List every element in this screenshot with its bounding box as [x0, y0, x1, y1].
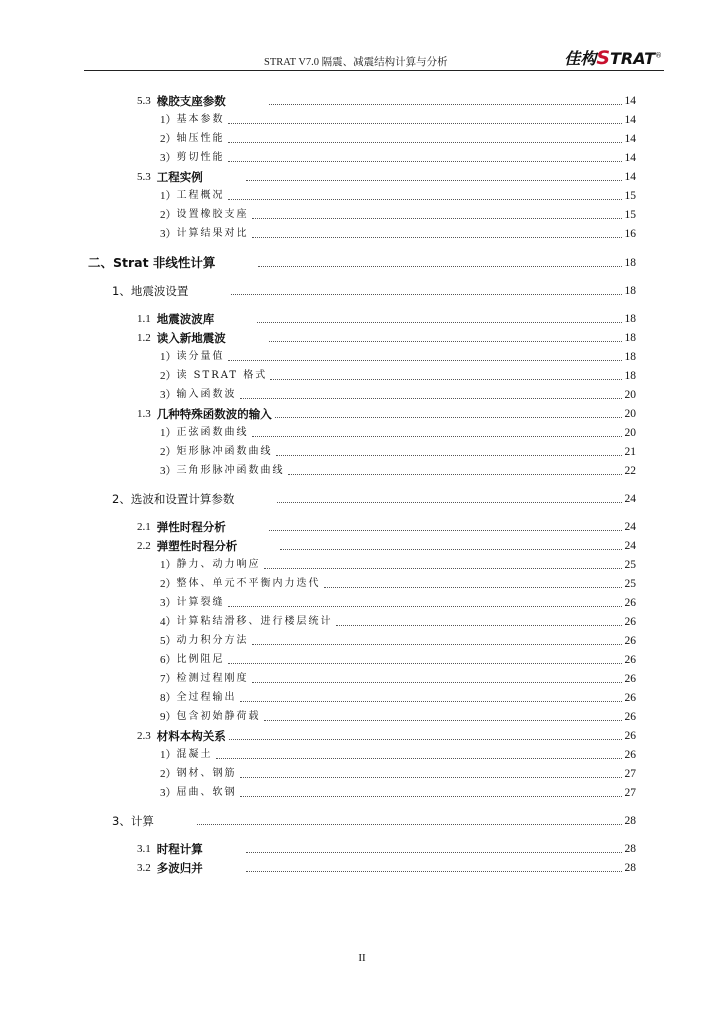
- toc-dot-leader: [252, 218, 622, 219]
- toc-entry[interactable]: [137, 405, 636, 421]
- toc-entry[interactable]: [160, 651, 636, 667]
- toc-dot-leader: [231, 294, 621, 295]
- toc-dot-leader: [257, 322, 621, 323]
- toc-entry[interactable]: [160, 670, 636, 686]
- toc-entry[interactable]: [160, 594, 636, 610]
- page-header: [84, 44, 664, 71]
- toc-dot-leader: [229, 739, 622, 740]
- toc-entry[interactable]: [160, 443, 636, 459]
- toc-entry[interactable]: [160, 708, 636, 724]
- toc-dot-leader: [252, 436, 622, 437]
- toc-dot-leader: [246, 871, 622, 872]
- toc-entry-number: 3）: [160, 465, 177, 477]
- toc-entry-number: 2）: [160, 370, 177, 382]
- toc-entry-page: 26: [624, 616, 636, 628]
- toc-dot-leader: [228, 142, 622, 143]
- toc-entry-number: 2）: [160, 578, 177, 590]
- toc-entry[interactable]: [137, 168, 636, 184]
- toc-entry[interactable]: [112, 282, 636, 298]
- toc-entry-page: 14: [624, 114, 636, 126]
- toc-dot-leader: [240, 796, 622, 797]
- toc-entry-page: 14: [624, 171, 636, 183]
- toc-entry[interactable]: [137, 727, 636, 743]
- toc-entry-number: 1.1: [137, 313, 151, 325]
- toc-entry-title: 设置橡胶支座: [176, 209, 249, 220]
- toc-entry-page: 24: [624, 540, 636, 552]
- toc-entry-number: 1）: [160, 351, 177, 363]
- logo-text: 佳构: [564, 49, 597, 68]
- toc-entry-title: 屈曲、软钢: [176, 787, 237, 798]
- toc-entry-title: 基本参数: [176, 114, 225, 125]
- toc-dot-leader: [269, 530, 622, 531]
- toc-entry-title: 矩形脉冲函数曲线: [176, 446, 273, 457]
- toc-entry-title: Strat 非线性计算: [113, 255, 216, 270]
- toc-dot-leader: [228, 360, 622, 361]
- toc-dot-leader: [252, 644, 622, 645]
- toc-entry-page: 18: [624, 257, 636, 269]
- toc-entry[interactable]: [160, 746, 636, 762]
- toc-entry-title: 剪切性能: [176, 152, 225, 163]
- toc-dot-leader: [228, 606, 622, 607]
- toc-entry-title: 读分量值: [176, 351, 225, 362]
- toc-entry[interactable]: [160, 225, 636, 241]
- toc-entry[interactable]: [160, 613, 636, 629]
- toc-dot-leader: [252, 682, 622, 683]
- toc-entry-title: 整体、单元不平衡内力迭代: [176, 578, 321, 589]
- toc-entry-number: 5）: [160, 635, 177, 647]
- toc-entry-title: 混凝土: [176, 749, 213, 760]
- toc-entry-number: 2.3: [137, 730, 151, 742]
- toc-entry-title: 三角形脉冲函数曲线: [176, 465, 285, 476]
- toc-dot-leader: [324, 587, 622, 588]
- toc-entry[interactable]: [160, 462, 636, 478]
- logo-brand-rest: TRAT: [610, 49, 655, 68]
- toc-entry[interactable]: [112, 490, 636, 506]
- toc-entry-title: 钢材、钢筋: [176, 768, 237, 779]
- toc-entry-number: 7）: [160, 673, 177, 685]
- toc-entry-title: 读入新地震波: [156, 331, 226, 345]
- toc-entry[interactable]: [160, 689, 636, 705]
- toc-entry-page: 16: [624, 228, 636, 240]
- toc-entry-page: 26: [624, 673, 636, 685]
- toc-entry-page: 26: [624, 597, 636, 609]
- toc-entry-page: 28: [624, 815, 636, 827]
- toc-entry-page: 20: [624, 408, 636, 420]
- toc-dot-leader: [240, 398, 622, 399]
- toc-entry[interactable]: [160, 348, 636, 364]
- toc-entry-number: 2）: [160, 446, 177, 458]
- toc-entry[interactable]: [160, 149, 636, 165]
- toc-entry-title: 轴压性能: [176, 133, 225, 144]
- toc-entry-page: 24: [624, 493, 636, 505]
- toc-dot-leader: [288, 474, 622, 475]
- toc-entry[interactable]: [160, 111, 636, 127]
- toc-entry-number: 2.2: [137, 540, 151, 552]
- toc-entry-page: 15: [624, 209, 636, 221]
- toc-entry-number: 2）: [160, 768, 177, 780]
- toc-entry-page: 18: [624, 332, 636, 344]
- toc-entry-title: 几种特殊函数波的输入: [156, 407, 272, 421]
- toc-dot-leader: [269, 341, 622, 342]
- toc-entry-number: 9）: [160, 711, 177, 723]
- toc-dot-leader: [277, 502, 621, 503]
- toc-entry-title: 计算结果对比: [176, 228, 249, 239]
- toc-entry-title: 地震波波库: [156, 312, 215, 326]
- toc-entry-number: 4）: [160, 616, 177, 628]
- toc-entry[interactable]: [112, 812, 636, 828]
- toc-entry-number: 2）: [160, 133, 177, 145]
- company-logo: [564, 46, 662, 69]
- toc-entry-number: 2）: [160, 209, 177, 221]
- toc-entry-number: 5.3: [137, 95, 151, 107]
- toc-entry[interactable]: [137, 329, 636, 345]
- toc-entry-page: 28: [624, 862, 636, 874]
- toc-entry-title: 多波归并: [156, 861, 203, 875]
- toc-entry-number: 1.2: [137, 332, 151, 344]
- toc-entry[interactable]: [160, 556, 636, 572]
- toc-dot-leader: [264, 568, 622, 569]
- toc-entry[interactable]: [160, 784, 636, 800]
- toc-entry[interactable]: [160, 765, 636, 781]
- toc-entry-page: 14: [624, 95, 636, 107]
- toc-dot-leader: [270, 379, 621, 380]
- toc-entry-number: 5.3: [137, 171, 151, 183]
- toc-entry-page: 18: [624, 313, 636, 325]
- toc-entry-title: 计算: [130, 814, 154, 828]
- toc-entry-number: 3）: [160, 787, 177, 799]
- toc-dot-leader: [228, 123, 622, 124]
- toc-entry[interactable]: [160, 386, 636, 402]
- toc-entry-number: 1）: [160, 559, 177, 571]
- toc-entry-title: 弹塑性时程分析: [156, 539, 238, 553]
- toc-entry[interactable]: [137, 92, 636, 108]
- toc-entry-page: 26: [624, 749, 636, 761]
- toc-dot-leader: [252, 237, 622, 238]
- toc-entry-title: 正弦函数曲线: [176, 427, 249, 438]
- toc-dot-leader: [275, 417, 622, 418]
- toc-entry-title: 工程概况: [176, 190, 225, 201]
- toc-entry[interactable]: [137, 310, 636, 326]
- toc-dot-leader: [228, 161, 622, 162]
- toc-entry-page: 15: [624, 190, 636, 202]
- toc-entry-title: 比例阻尼: [176, 654, 225, 665]
- toc-entry-page: 26: [624, 730, 636, 742]
- toc-entry-number: 8）: [160, 692, 177, 704]
- toc-entry-title: 输入函数波: [176, 389, 237, 400]
- toc-entry-page: 21: [624, 446, 636, 458]
- toc-entry[interactable]: [160, 187, 636, 203]
- toc-entry-number: 2.1: [137, 521, 151, 533]
- toc-dot-leader: [264, 720, 622, 721]
- toc-entry-number: 3.2: [137, 862, 151, 874]
- toc-dot-leader: [240, 701, 622, 702]
- toc-entry-title: 检测过程刚度: [176, 673, 249, 684]
- toc-entry-page: 18: [624, 351, 636, 363]
- toc-entry-title: 静力、动力响应: [176, 559, 261, 570]
- toc-dot-leader: [246, 180, 622, 181]
- toc-entry-title: 计算粘结滑移、进行楼层统计: [176, 616, 333, 627]
- toc-entry-page: 28: [624, 843, 636, 855]
- toc-entry-number: 2、: [112, 492, 131, 506]
- toc-entry[interactable]: [137, 537, 636, 553]
- toc-entry[interactable]: [160, 130, 636, 146]
- toc-entry-page: 26: [624, 692, 636, 704]
- toc-entry-number: 1）: [160, 749, 177, 761]
- toc-entry-number: 1.3: [137, 408, 151, 420]
- toc-entry-title: 工程实例: [156, 170, 203, 184]
- toc-entry-title: 全过程输出: [176, 692, 237, 703]
- toc-entry-number: 6）: [160, 654, 177, 666]
- toc-entry[interactable]: [160, 367, 636, 383]
- toc-dot-leader: [246, 852, 622, 853]
- toc-entry-number: 3.1: [137, 843, 151, 855]
- toc-dot-leader: [228, 663, 622, 664]
- toc-dot-leader: [269, 104, 622, 105]
- page-number: II: [358, 952, 366, 964]
- toc-dot-leader: [240, 777, 622, 778]
- toc-entry-page: 26: [624, 635, 636, 647]
- toc-entry[interactable]: [137, 859, 636, 875]
- toc-entry[interactable]: [88, 254, 636, 270]
- toc-dot-leader: [216, 758, 622, 759]
- logo-registered: ®: [655, 51, 662, 60]
- toc-entry-page: 20: [624, 427, 636, 439]
- toc-dot-leader: [197, 824, 622, 825]
- toc-entry-number: 3）: [160, 228, 177, 240]
- toc-entry-title: 弹性时程分析: [156, 520, 226, 534]
- toc-entry-page: 14: [624, 152, 636, 164]
- toc-entry-title: 橡胶支座参数: [156, 94, 226, 108]
- toc-entry[interactable]: [160, 206, 636, 222]
- toc-dot-leader: [336, 625, 622, 626]
- toc-entry[interactable]: [137, 518, 636, 534]
- toc-entry-page: 27: [624, 787, 636, 799]
- toc-dot-leader: [276, 455, 622, 456]
- toc-entry-title: 时程计算: [156, 842, 203, 856]
- toc-entry-title: 选波和设置计算参数: [130, 492, 235, 506]
- toc-entry-page: 14: [624, 133, 636, 145]
- toc-entry-page: 26: [624, 654, 636, 666]
- toc-entry[interactable]: [160, 632, 636, 648]
- toc-entry-number: 3）: [160, 389, 177, 401]
- toc-entry-number: 1、: [112, 284, 131, 298]
- toc-dot-leader: [258, 266, 621, 267]
- toc-entry-page: 27: [624, 768, 636, 780]
- toc-entry-title: 动力积分方法: [176, 635, 249, 646]
- toc-entry-page: 24: [624, 521, 636, 533]
- toc-entry-page: 22: [624, 465, 636, 477]
- toc-entry-title: 地震波设置: [130, 284, 189, 298]
- toc-entry-page: 25: [624, 559, 636, 571]
- toc-entry-number: 1）: [160, 427, 177, 439]
- toc-entry-title: 包含初始静荷载: [176, 711, 261, 722]
- toc-entry-page: 25: [624, 578, 636, 590]
- toc-entry-page: 26: [624, 711, 636, 723]
- toc-entry[interactable]: [160, 575, 636, 591]
- toc-entry[interactable]: [137, 840, 636, 856]
- toc-entry-number: 3）: [160, 152, 177, 164]
- toc-entry-number: 3、: [112, 814, 131, 828]
- toc-entry-page: 20: [624, 389, 636, 401]
- toc-entry-page: 18: [624, 285, 636, 297]
- logo-brand-s: S: [596, 47, 610, 69]
- toc-dot-leader: [280, 549, 621, 550]
- toc-entry-number: 二、: [88, 255, 114, 270]
- toc-entry-number: 3）: [160, 597, 177, 609]
- toc-entry-number: 1）: [160, 190, 177, 202]
- toc-dot-leader: [228, 199, 622, 200]
- toc-entry-title: 读 STRAT 格式: [176, 370, 268, 381]
- header-title: STRAT V7.0 隔震、减震结构计算与分析: [264, 57, 448, 68]
- toc-entry[interactable]: [160, 424, 636, 440]
- toc-entry-title: 材料本构关系: [156, 729, 226, 743]
- toc-entry-number: 1）: [160, 114, 177, 126]
- toc-entry-title: 计算裂缝: [176, 597, 225, 608]
- toc-entry-page: 18: [624, 370, 636, 382]
